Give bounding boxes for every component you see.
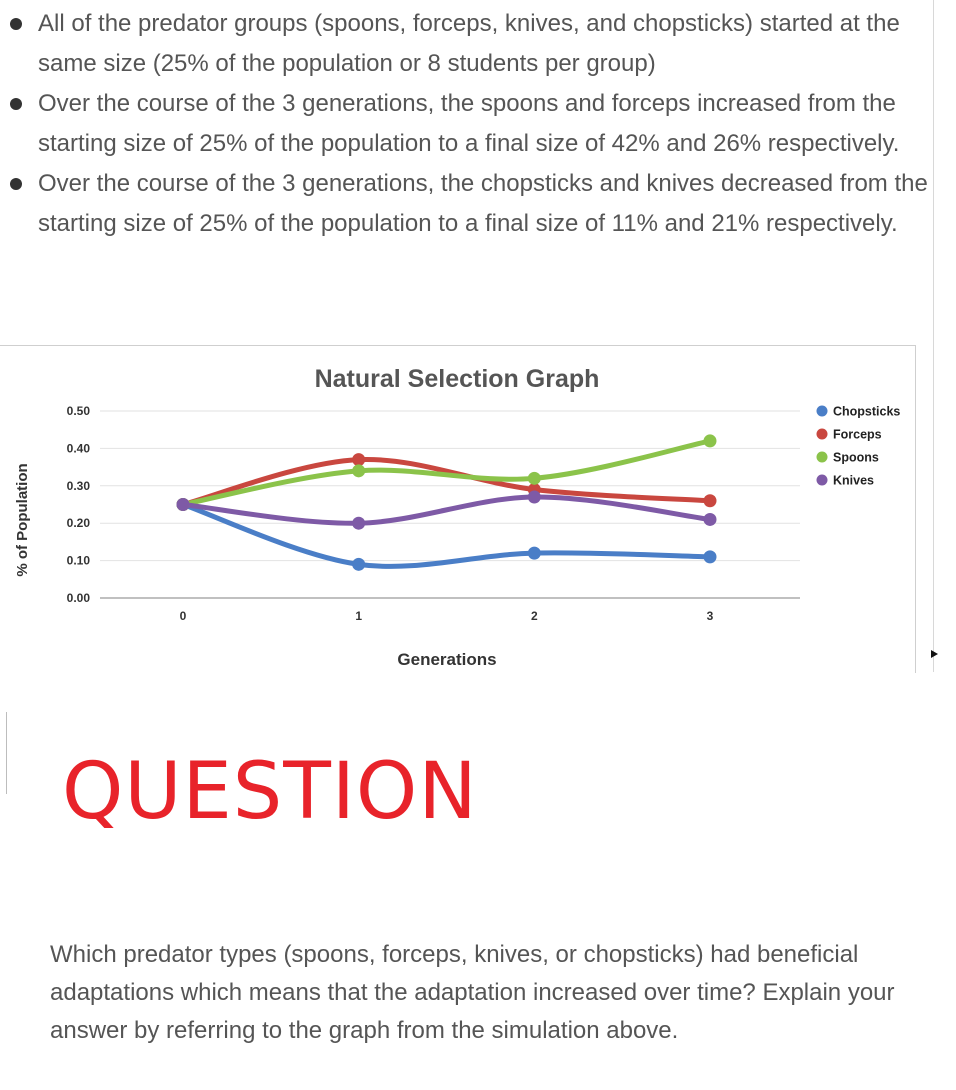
y-tick-label: 0.20 <box>66 516 90 531</box>
natural-selection-chart <box>0 345 916 672</box>
data-point-knives <box>528 491 541 504</box>
chart-title: Natural Selection Graph <box>314 365 600 393</box>
bullet-item <box>0 84 930 164</box>
legend-marker-knives <box>817 475 828 486</box>
data-point-spoons <box>528 472 541 485</box>
data-point-spoons <box>704 434 717 447</box>
x-tick-label: 0 <box>179 609 187 623</box>
x-axis-ticks <box>180 609 714 623</box>
bullet-dot-icon <box>10 98 22 110</box>
legend-label: Chopsticks <box>833 404 901 419</box>
bullet-dot-icon <box>10 18 22 30</box>
bullet-text: Over the course of the 3 generations, the spoons and forceps increased from the starting size of 25% of the population to a final size of 42% and 26% respectively. <box>38 90 900 157</box>
data-point-knives <box>352 517 365 530</box>
question-heading: QUESTION <box>62 747 478 837</box>
gridlines <box>100 411 800 598</box>
series-points <box>177 434 717 570</box>
bullet-text: All of the predator groups (spoons, forceps, knives, and chopsticks) started at the same size (25% of the population or 8 students per group) <box>38 10 900 77</box>
summary-bullet-list <box>0 0 930 240</box>
x-axis-label: Generations <box>397 650 497 669</box>
data-point-spoons <box>352 464 365 477</box>
y-tick-label: 0.40 <box>66 441 90 456</box>
right-edge-arrow-icon <box>931 649 939 659</box>
legend-label: Spoons <box>833 450 879 465</box>
legend-marker-forceps <box>817 429 828 440</box>
x-tick-label: 1 <box>355 609 363 623</box>
y-tick-label: 0.50 <box>66 404 90 418</box>
data-point-chopsticks <box>704 550 717 563</box>
data-point-chopsticks <box>528 547 541 560</box>
y-tick-label: 0.00 <box>66 591 90 605</box>
data-point-knives <box>704 513 717 526</box>
data-point-knives <box>177 498 190 511</box>
y-axis-label: % of Population <box>14 463 31 577</box>
data-point-forceps <box>704 494 717 507</box>
series-line-knives <box>183 497 710 523</box>
left-divider <box>6 712 7 794</box>
x-tick-label: 3 <box>706 609 714 623</box>
legend-label: Knives <box>833 473 874 488</box>
bullet-item <box>0 4 930 84</box>
legend-marker-spoons <box>817 452 828 463</box>
y-axis-ticks <box>67 404 91 605</box>
series-line-forceps <box>183 459 710 504</box>
data-point-chopsticks <box>352 558 365 571</box>
legend-marker-chopsticks <box>817 406 828 417</box>
data-point-forceps <box>352 453 365 466</box>
series-lines <box>183 441 710 567</box>
x-tick-label: 2 <box>530 609 538 623</box>
y-tick-label: 0.10 <box>66 553 90 568</box>
right-border <box>933 0 934 672</box>
chart-legend <box>817 405 901 488</box>
bullet-dot-icon <box>10 178 22 190</box>
legend-label: Forceps <box>833 427 882 442</box>
question-text: Which predator types (spoons, forceps, knives, or chopsticks) had beneficial adaptations which means that the adaptation increased over time? Explain your answer by referring to the graph from the simulation above. <box>50 941 895 1044</box>
bullet-item <box>0 164 930 244</box>
y-tick-label: 0.30 <box>66 478 90 493</box>
bullet-text: Over the course of the 3 generations, the chopsticks and knives decreased from the starting size of 25% of the population to a final size of 11% and 21% respectively. <box>38 170 928 237</box>
